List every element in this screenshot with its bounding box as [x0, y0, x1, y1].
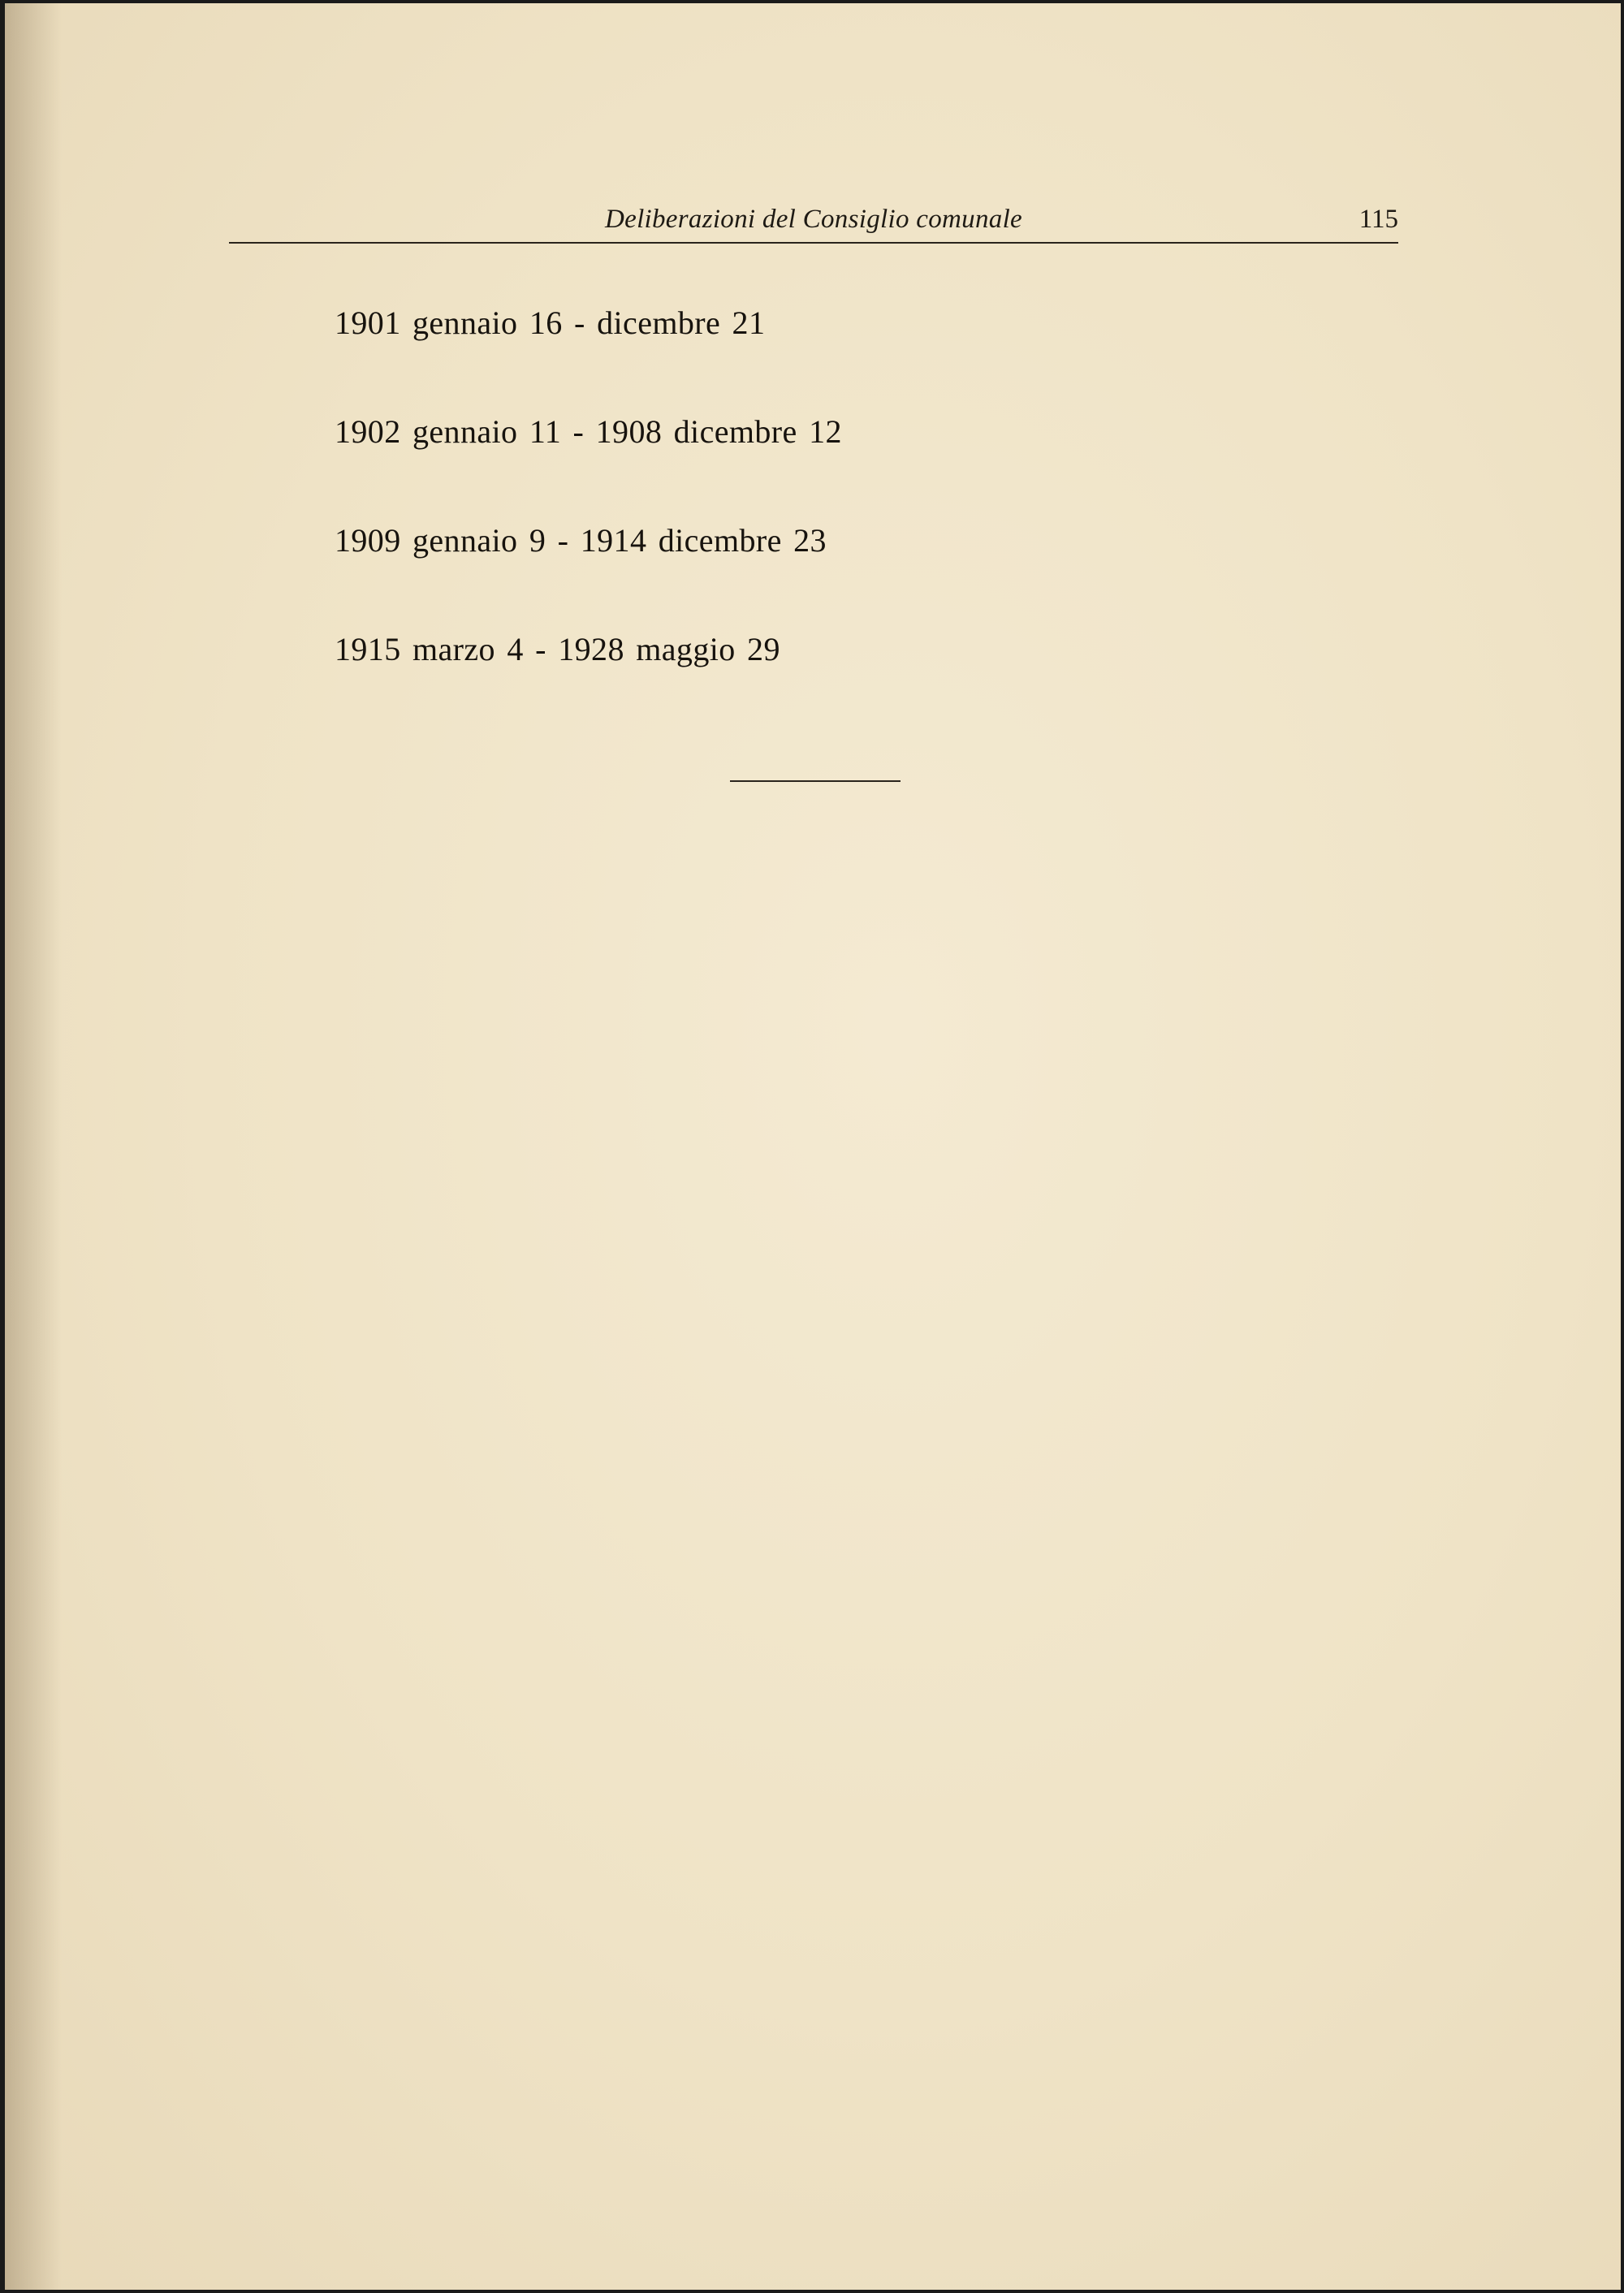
- volume-dates: 1901 gennaio 16 - dicembre 21: [335, 304, 766, 341]
- list-item: [5, 304, 1142, 352]
- list-item: [5, 412, 1142, 461]
- page-number: 115: [1358, 205, 1398, 234]
- running-title: Deliberazioni del Consiglio comunale: [604, 205, 1022, 234]
- list-item: [5, 521, 1142, 570]
- volume-dates: 1902 gennaio 11 - 1908 dicembre 12: [335, 413, 842, 450]
- list-item: [5, 630, 1142, 679]
- page-header: [229, 203, 1398, 244]
- section-separator-rule: [730, 780, 901, 782]
- volume-dates: 1909 gennaio 9 - 1914 dicembre 23: [335, 522, 827, 559]
- volume-dates: 1915 marzo 4 - 1928 maggio 29: [335, 631, 780, 667]
- show-through-decoration: [232, 734, 1402, 1059]
- book-page: [5, 3, 1621, 2290]
